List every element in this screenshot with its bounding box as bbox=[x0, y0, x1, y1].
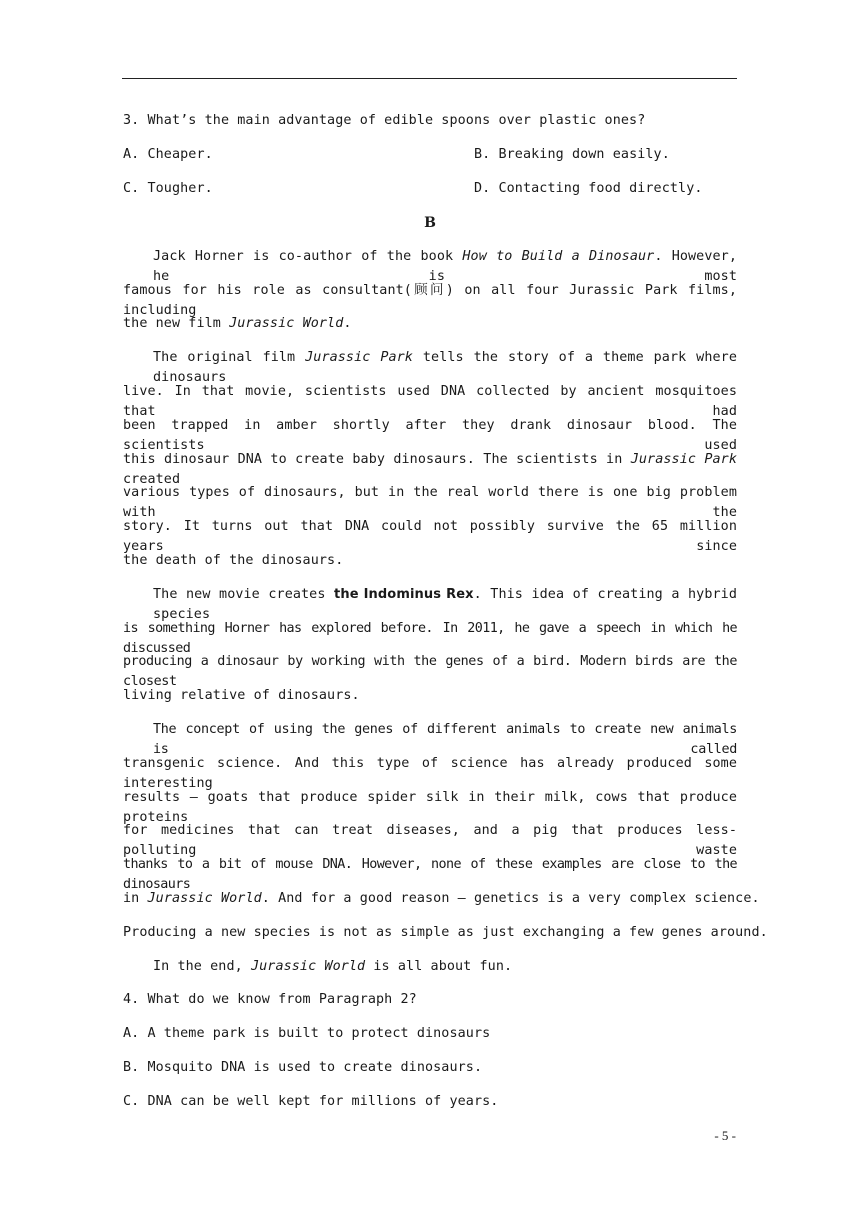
paragraph-2-line-2: live. In that movie, scientists used DNA collected by ancient mosquitoes that had bbox=[123, 384, 737, 419]
paragraph-4-line-5: thanks to a bit of mouse DNA. However, none of these examples are close to the dinosaurs bbox=[123, 857, 737, 892]
q3-option-a: A. Cheaper. bbox=[123, 147, 213, 162]
paragraph-3-line-4: living relative of dinosaurs. bbox=[123, 688, 360, 703]
paragraph-4-line-6: in Jurassic World. And for a good reason — genetics is a very complex science. bbox=[123, 891, 760, 906]
q4-option-a: A. A theme park is built to protect dinosaurs bbox=[123, 1026, 491, 1041]
paragraph-2-line-1: The original film Jurassic Park tells the story of a theme park where dinosaurs bbox=[153, 350, 737, 385]
film-title: Jurassic World bbox=[147, 891, 262, 906]
paragraph-3-line-2: is something Horner has explored before. In 2011, he gave a speech in which he discussed bbox=[123, 621, 737, 656]
paragraph-4-line-3: results — goats that produce spider silk in their milk, cows that produce proteins bbox=[123, 790, 737, 825]
q4-option-b: B. Mosquito DNA is used to create dinosaurs. bbox=[123, 1060, 483, 1075]
q3-option-b: B. Breaking down easily. bbox=[474, 147, 670, 162]
paragraph-1-line-3: the new film Jurassic World. bbox=[123, 316, 352, 331]
question-3: 3. What’s the main advantage of edible spoons over plastic ones? bbox=[123, 113, 646, 128]
paragraph-2-line-6: story. It turns out that DNA could not possibly survive the 65 million years since bbox=[123, 519, 737, 554]
film-title: Jurassic World bbox=[250, 959, 366, 974]
paragraph-5-line-1: In the end, Jurassic World is all about fun. bbox=[153, 959, 513, 974]
paragraph-3-line-1: The new movie creates the Indominus Rex. This idea of creating a hybrid species bbox=[153, 587, 737, 622]
book-title: How to Build a Dinosaur bbox=[462, 249, 655, 264]
paragraph-4-line-1: The concept of using the genes of different animals to create new animals is called bbox=[153, 722, 737, 757]
paragraph-4-line-7: Producing a new species is not as simple as just exchanging a few genes around. bbox=[123, 925, 768, 940]
film-title: Jurassic Park bbox=[305, 350, 413, 365]
paragraph-1-line-1: Jack Horner is co-author of the book How to Build a Dinosaur. However, he is most bbox=[153, 249, 737, 284]
paragraph-4-line-2: transgenic science. And this type of science has already produced some interesting bbox=[123, 756, 737, 791]
q3-option-c: C. Tougher. bbox=[123, 181, 213, 196]
paragraph-2-line-7: the death of the dinosaurs. bbox=[123, 553, 344, 568]
section-title: B bbox=[424, 215, 436, 231]
q3-option-d: D. Contacting food directly. bbox=[474, 181, 703, 196]
header-rule bbox=[122, 78, 737, 79]
species-name: the Indominus Rex bbox=[334, 587, 474, 602]
film-title: Jurassic World bbox=[229, 316, 344, 331]
q4-option-c: C. DNA can be well kept for millions of years. bbox=[123, 1094, 499, 1109]
paragraph-2-line-3: been trapped in amber shortly after they drank dinosaur blood. The scientists used bbox=[123, 418, 737, 453]
film-title: Jurassic Park bbox=[630, 452, 737, 467]
paragraph-1-line-2: famous for his role as consultant(顾问) on all four Jurassic Park films, including bbox=[123, 283, 737, 318]
paragraph-2-line-4: this dinosaur DNA to create baby dinosaurs. The scientists in Jurassic Park created bbox=[123, 452, 737, 487]
paragraph-2-line-5: various types of dinosaurs, but in the real world there is one big problem with the bbox=[123, 485, 737, 520]
page-number: - 5 - bbox=[714, 1128, 736, 1143]
paragraph-4-line-4: for medicines that can treat diseases, and a pig that produces less-polluting waste bbox=[123, 823, 737, 858]
paragraph-3-line-3: producing a dinosaur by working with the genes of a bird. Modern birds are the closest bbox=[123, 654, 737, 689]
question-4: 4. What do we know from Paragraph 2? bbox=[123, 992, 417, 1007]
